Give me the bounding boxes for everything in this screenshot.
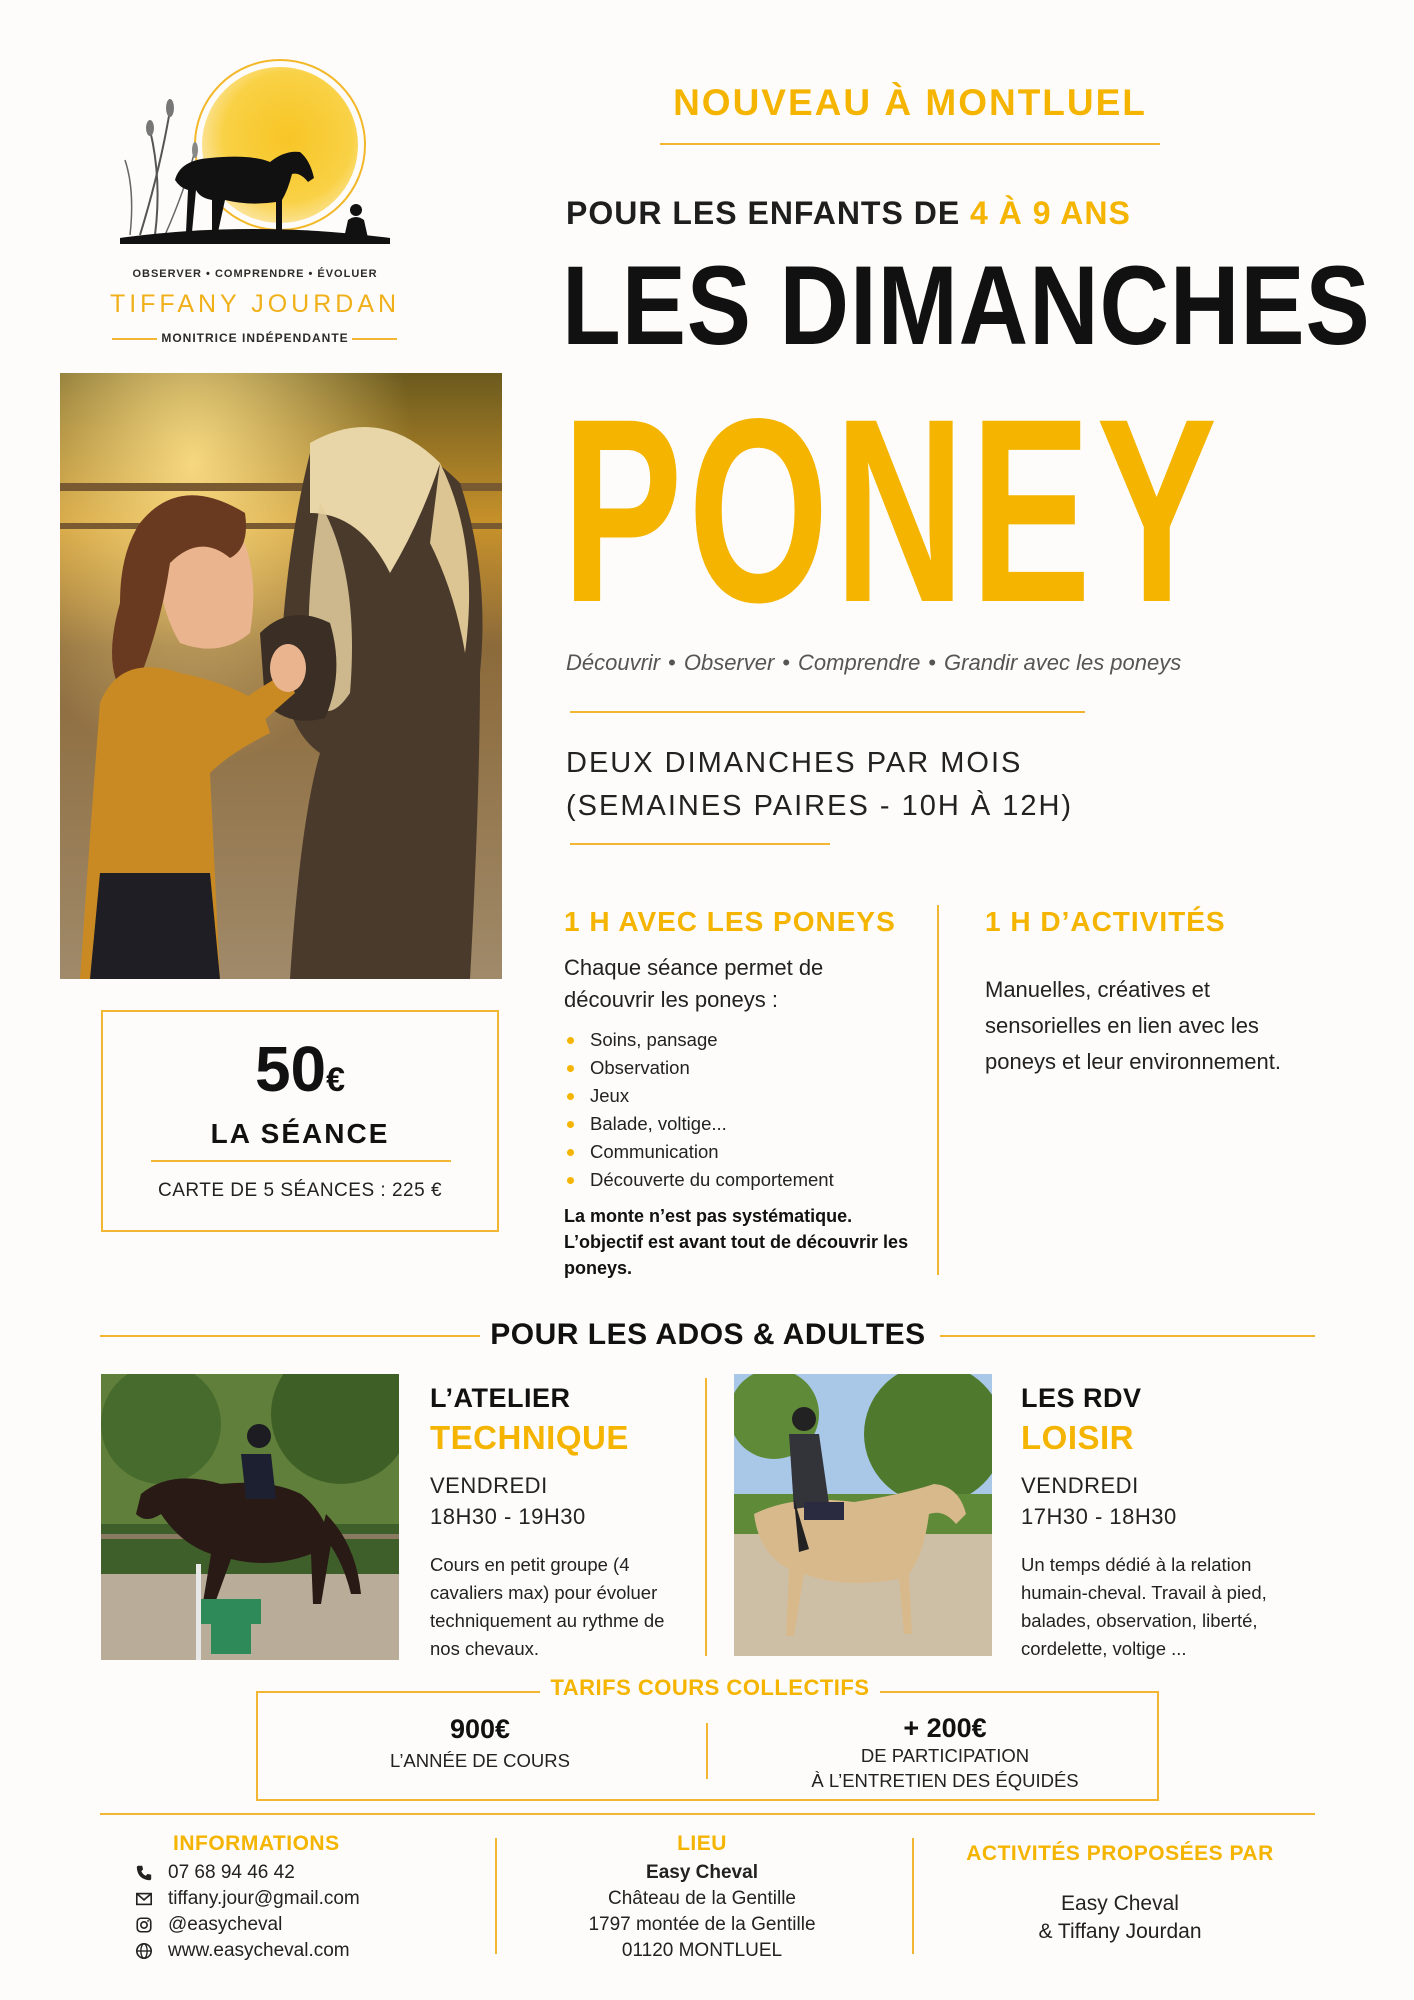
footer-website[interactable] <box>134 1938 350 1964</box>
activities-column-title: 1 H D’ACTIVITÉS <box>985 906 1226 937</box>
technique-title1: L’ATELIER <box>430 1383 571 1413</box>
logo-horse-sun-icon <box>100 50 400 265</box>
tagline-item: Observer <box>683 650 775 675</box>
loisir-schedule <box>1021 1470 1177 1532</box>
poneys-column-title: 1 H AVEC LES PONEYS <box>564 906 896 937</box>
footer-place-line3: 01120 MONTLUEL <box>621 1940 783 1961</box>
footer-instagram-value: @easycheval <box>168 1914 283 1935</box>
list-item: Soins, pansage <box>564 1026 904 1054</box>
section-right-line <box>940 1335 1315 1337</box>
poneys-column-intro: Chaque séance permet de découvrir les poneys : <box>564 955 824 1012</box>
tagline-item: Grandir avec les poneys <box>944 650 1182 675</box>
tarif-extra-label <box>745 1743 1145 1793</box>
footer-place-line1: Château de la Gentille <box>607 1888 796 1909</box>
ados-divider <box>705 1378 707 1656</box>
tarif-extra-label2: À L’ENTRETIEN DES ÉQUIDÉS <box>811 1770 1079 1791</box>
age-line: POUR LES ENFANTS DE 4 À 9 ANS <box>566 195 1131 231</box>
tagline-item: Comprendre <box>798 650 921 675</box>
loisir-day: VENDREDI <box>1021 1473 1139 1498</box>
mail-icon <box>134 1889 154 1909</box>
footer-email[interactable] <box>134 1886 360 1912</box>
footer-place-title: LIEU <box>677 1832 727 1855</box>
logo-sub-right-line <box>352 338 397 340</box>
jumping-rider-photo <box>101 1374 399 1660</box>
list-item: Observation <box>564 1054 904 1082</box>
technique-title2: TECHNIQUE <box>430 1419 629 1456</box>
poneys-activity-list <box>564 1026 904 1194</box>
footer-email-value: tiffany.jour@gmail.com <box>168 1888 360 1909</box>
phone-icon <box>134 1863 154 1883</box>
tarif-year-value: 900€ <box>449 1714 511 1744</box>
tarif-extra-label1: DE PARTICIPATION <box>860 1745 1030 1766</box>
technique-time: 18H30 - 19H30 <box>430 1504 586 1529</box>
loisir-description: Un temps dédié à la relation humain-cheval. Travail à pied, balades, observation, liberté, cordelette, voltige ... <box>1021 1554 1267 1659</box>
technique-description: Cours en petit groupe (4 cavaliers max) pour évoluer techniquement au rythme de nos chevaux. <box>430 1554 665 1659</box>
footer-phone <box>134 1860 295 1886</box>
list-item: Découverte du comportement <box>564 1166 904 1194</box>
footer-place-name: Easy Cheval <box>646 1862 758 1883</box>
tarifs-title: TARIFS COURS COLLECTIFS <box>540 1675 880 1701</box>
title-line1: LES DIMANCHES <box>562 243 1371 368</box>
column-divider <box>937 905 939 1275</box>
logo-subtitle: MONITRICE INDÉPENDANTE <box>161 331 349 345</box>
price-card-offer: CARTE DE 5 SÉANCES : 225 € <box>157 1180 443 1201</box>
list-item: Balade, voltige... <box>564 1110 904 1138</box>
footer-by-title: ACTIVITÉS PROPOSÉES PAR <box>966 1842 1274 1865</box>
schedule-divider <box>570 843 830 845</box>
price-divider <box>151 1160 451 1162</box>
kicker-title: NOUVEAU À MONTLUEL <box>673 82 1147 123</box>
list-item: Communication <box>564 1138 904 1166</box>
footer-instagram[interactable] <box>134 1912 282 1938</box>
logo-motto: OBSERVER • COMPRENDRE • ÉVOLUER <box>132 268 378 280</box>
footer-top-line <box>100 1813 1315 1815</box>
tagline-divider <box>570 711 1085 713</box>
tagline-item: Découvrir <box>566 650 661 675</box>
schedule <box>566 742 1073 828</box>
footer-by-line1: Easy Cheval <box>1061 1892 1179 1915</box>
poneys-column-note: La monte n’est pas systématique. L’objectif est avant tout de découvrir les poneys. <box>564 1206 909 1278</box>
technique-day: VENDREDI <box>430 1473 548 1498</box>
globe-icon <box>134 1941 154 1961</box>
footer-by-line2: & Tiffany Jourdan <box>1038 1920 1202 1943</box>
leisure-rider-photo <box>734 1374 992 1656</box>
footer-place-line2: 1797 montée de la Gentille <box>588 1914 816 1935</box>
ados-section-title: POUR LES ADOS & ADULTES <box>490 1318 926 1351</box>
footer-website-value: www.easycheval.com <box>168 1940 350 1961</box>
tarif-year-label: L’ANNÉE DE COURS <box>390 1750 570 1771</box>
title-line2: PONEY <box>562 364 1223 657</box>
instagram-icon <box>134 1915 154 1935</box>
activities-column-text: Manuelles, créatives et sensorielles en lien avec les poneys et leur environnement. <box>985 977 1281 1074</box>
loisir-title2: LOISIR <box>1021 1419 1135 1456</box>
footer-phone-value: 07 68 94 46 42 <box>168 1862 295 1883</box>
loisir-time: 17H30 - 18H30 <box>1021 1504 1177 1529</box>
schedule-line1: DEUX DIMANCHES PAR MOIS <box>566 747 1023 779</box>
price-currency: € <box>326 1061 346 1099</box>
tarifs-divider <box>706 1723 708 1779</box>
footer-divider-left <box>495 1838 497 1954</box>
schedule-line2: (SEMAINES PAIRES - 10H À 12H) <box>566 790 1074 822</box>
tarif-extra-value: + 200€ <box>903 1713 987 1743</box>
girl-pony-photo <box>60 373 502 979</box>
tagline: Découvrir • Observer • Comprendre • Grandir avec les poneys <box>566 650 1182 675</box>
technique-schedule <box>430 1470 586 1532</box>
price-amount: 50€ <box>254 1033 346 1105</box>
footer-divider-right <box>912 1838 914 1954</box>
footer-info-title: INFORMATIONS <box>173 1832 340 1855</box>
list-item: Jeux <box>564 1082 904 1110</box>
logo-name: TIFFANY JOURDAN <box>109 290 401 318</box>
loisir-title1: LES RDV <box>1021 1383 1142 1413</box>
price-box <box>101 1010 499 1232</box>
price-label: LA SÉANCE <box>210 1118 390 1149</box>
age-range: 4 À 9 ANS <box>970 195 1131 231</box>
kicker-underline <box>660 143 1160 145</box>
